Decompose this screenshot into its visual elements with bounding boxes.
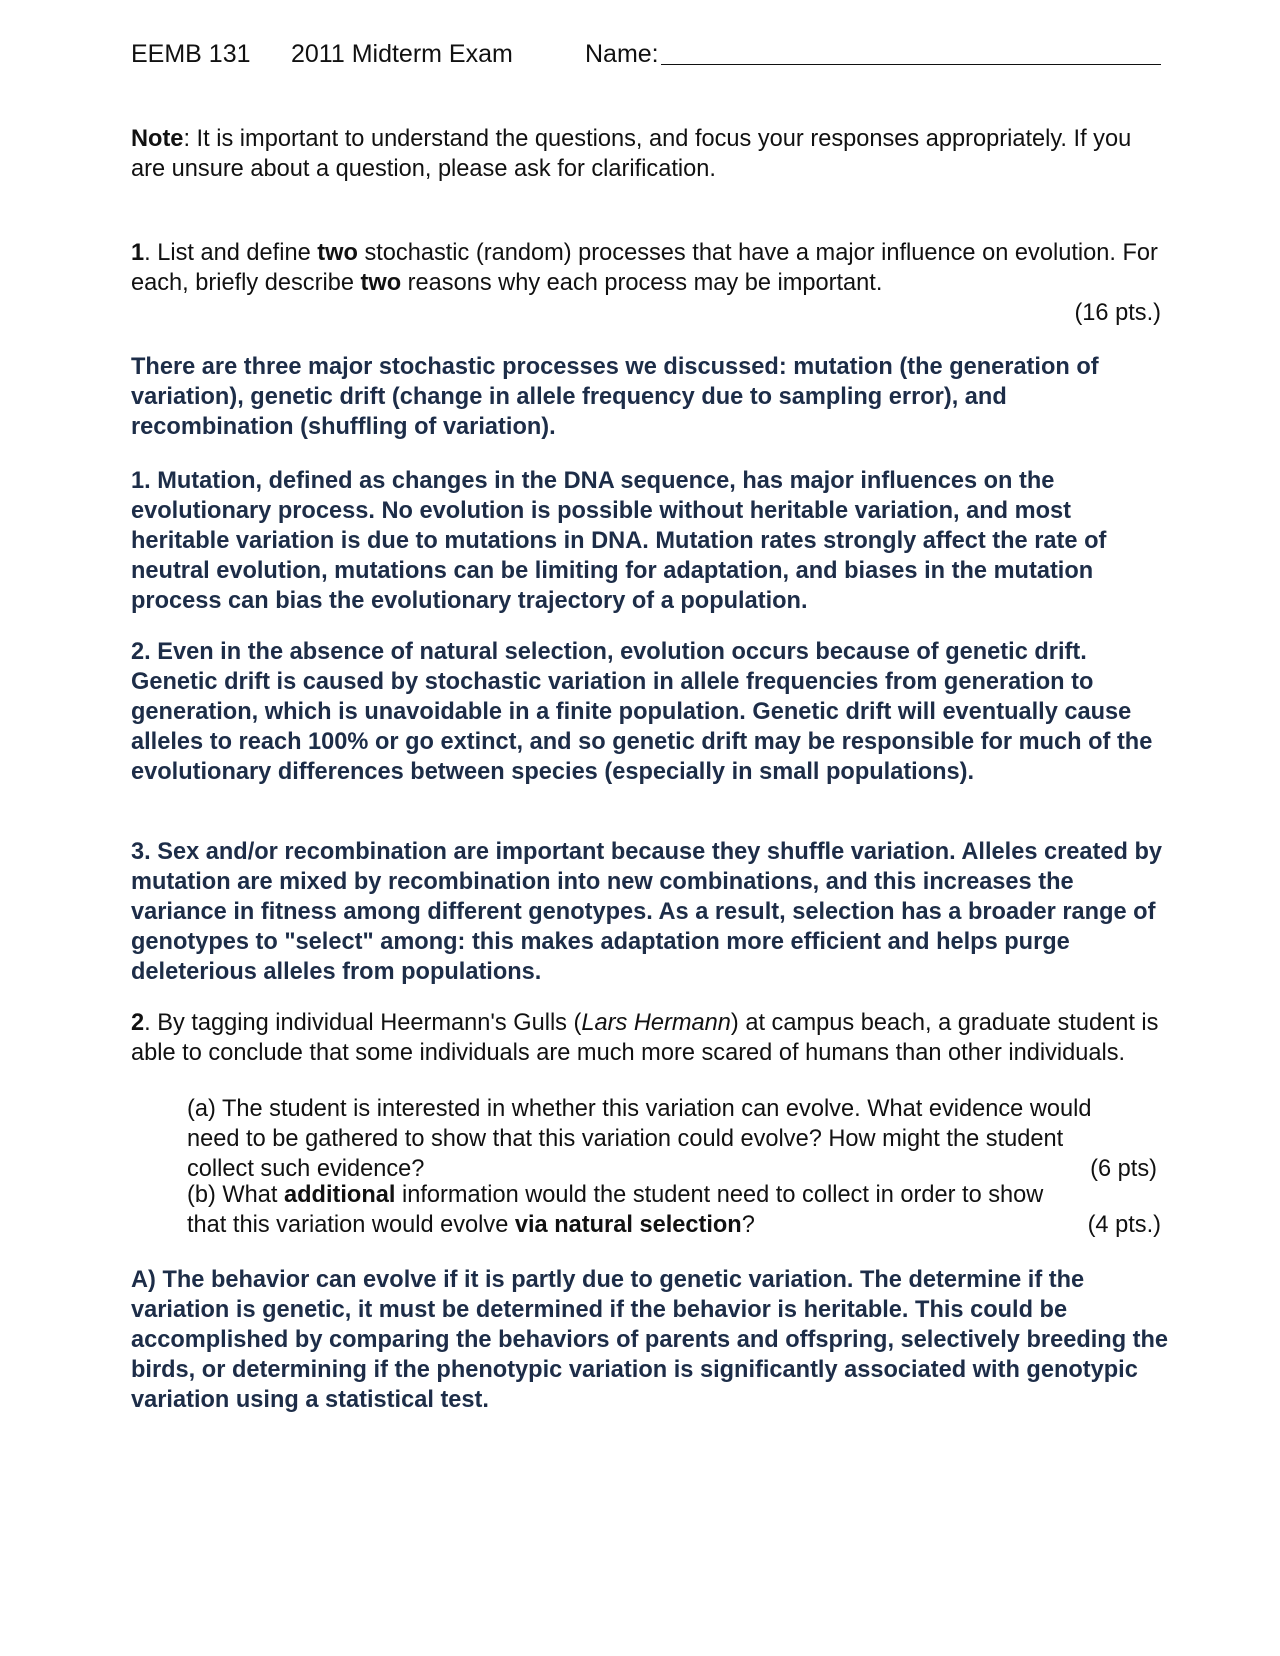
question-2b-text: ? [741,1212,755,1238]
note-text: : It is important to understand the questions, and focus your responses appropriately. If you are unsure about a question, please ask for clarification. [131,126,1132,182]
answer-1-point-2 [131,637,1171,787]
question-2b [187,1180,1161,1240]
note-paragraph [131,124,1161,184]
question-2-text: . By tagging individual Heermann's Gulls ( [144,1010,582,1036]
question-2a [187,1094,1161,1184]
species-name: Lars Hermann [581,1010,731,1036]
name-label: Name: [585,40,659,68]
question-2b-points: (4 pts.) [1087,1212,1161,1238]
question-1-points: (16 pts.) [1074,300,1161,326]
answer-1-point-1-text: 1. Mutation, defined as changes in the DNA sequence, has major influences on the evolutionary process. No evolution is possible without heritable variation, and most heritable variation is due to mutations in DNA. Mutation rates strongly affect the rate of neutral evolution, mutations can be limiting for adaptation, and biases in the mutation process can bias the evolutionary trajectory of a population. [131,468,1107,614]
question-1-emphasis: two [317,240,358,266]
answer-2a [131,1265,1171,1415]
question-2a-text: (a) The student is interested in whether this variation can evolve. What evidence would [187,1096,1092,1122]
question-2-number: 2 [131,1010,145,1036]
answer-1-point-3 [131,837,1171,987]
question-2b-text: information would the student need to collect in order to show [395,1182,1044,1208]
course-code: EEMB 131 [131,40,251,68]
question-1-emphasis: two [360,270,402,296]
name-blank-line [661,64,1161,65]
question-2a-text: need to be gathered to show that this variation could evolve? How might the student [187,1126,1064,1152]
answer-1-point-2-text: 2. Even in the absence of natural selection, evolution occurs because of genetic drift. Genetic drift is caused by stochastic variation in allele frequencies from generation to generation, which is unavoidable in a finite population. Genetic drift will eventually cause alleles to reach 100% or go extinct, and so genetic drift may be responsible for much of the evolutionary differences between species (especially in small populations). [131,639,1153,785]
exam-title: 2011 Midterm Exam [291,40,513,68]
note-label: Note [131,126,184,152]
answer-2a-text: A) The behavior can evolve if it is partly due to genetic variation. The determine if the variation is genetic, it must be determined if the behavior is heritable. This could be accomplished by comparing the behaviors of parents and offspring, selectively breeding the birds, or determining if the phenotypic variation is significantly associated with genotypic variation using a statistical test. [131,1267,1169,1413]
answer-1-point-3-text: 3. Sex and/or recombination are important because they shuffle variation. Alleles created by mutation are mixed by recombination into new combinations, and this increases the variance in fitness among different genotypes. As a result, selection has a broader range of genotypes to "select" among: this makes adaptation more efficient and helps purge deleterious alleles from populations. [131,839,1163,985]
answer-1-intro [131,352,1171,442]
question-2b-text: (b) What [187,1182,285,1208]
question-1-text: reasons why each process may be important. [401,270,883,296]
question-1-number: 1 [131,240,145,266]
question-1-text: stochastic (random) processes that have a major influence on evolution. For each, briefly describe [131,240,1158,296]
question-1 [131,238,1161,328]
question-2a-points: (6 pts) [1090,1156,1157,1182]
question-1-text: . List and define [144,240,318,266]
question-2b-text: that this variation would evolve [187,1212,515,1238]
answer-1-point-1 [131,466,1171,616]
question-2 [131,1008,1161,1068]
answer-1-intro-text: There are three major stochastic processes we discussed: mutation (the generation of variation), genetic drift (change in allele frequency due to sampling error), and recombination (shuffling of variation). [131,354,1099,440]
question-2-text: ) at campus beach, a graduate student is able to conclude that some individuals are much more scared of humans than other individuals. [131,1010,1159,1066]
page-header [131,34,1161,74]
question-2a-text: collect such evidence? [187,1156,425,1182]
question-2b-emphasis: via natural selection [514,1212,742,1238]
question-2b-emphasis: additional [284,1182,396,1208]
